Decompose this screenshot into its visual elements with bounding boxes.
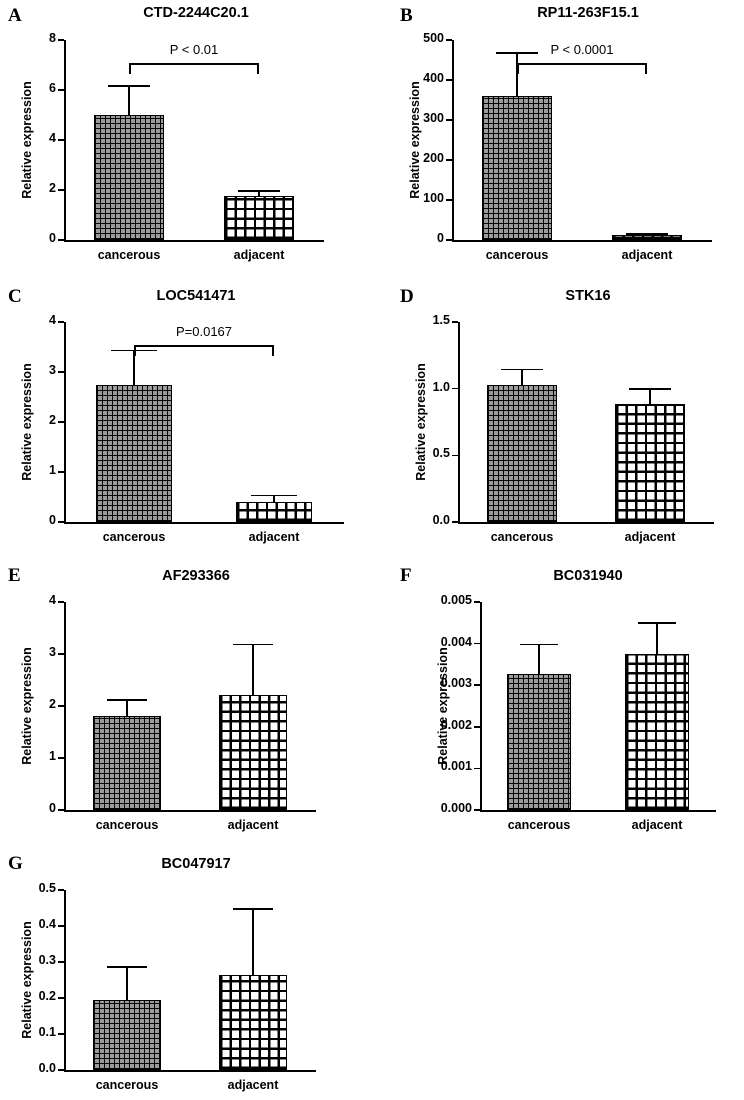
bar-C-1 — [236, 502, 312, 522]
p-value-label-A: P < 0.01 — [169, 42, 219, 57]
bar-D-0 — [487, 385, 556, 522]
y-tick-label-A-3: 6 — [49, 81, 56, 95]
error-cap-E-1 — [233, 644, 274, 646]
sig-tick-left-A — [129, 63, 131, 74]
x-axis-B — [452, 240, 712, 242]
y-tick-G-4 — [58, 925, 64, 927]
error-cap-A-1 — [238, 190, 280, 192]
y-tick-label-A-2: 4 — [49, 131, 56, 145]
x-axis-C — [64, 522, 344, 524]
y-tick-label-C-0: 0 — [49, 513, 56, 527]
y-tick-F-3 — [474, 684, 480, 686]
y-tick-label-D-3: 1.5 — [432, 313, 450, 327]
bar-A-0 — [94, 115, 164, 240]
y-axis-E — [64, 602, 66, 811]
error-bar-E-0 — [126, 699, 128, 716]
y-tick-E-4 — [58, 601, 64, 603]
y-tick-G-0 — [58, 1069, 64, 1071]
panel-letter-B: B — [400, 5, 413, 26]
y-axis-label-D: Relative expression — [414, 363, 428, 481]
panel-title-C: LOC541471 — [156, 288, 236, 304]
x-tick-label-B-0: cancerous — [485, 248, 549, 262]
y-tick-label-C-4: 4 — [49, 313, 56, 327]
y-axis-label-G: Relative expression — [20, 921, 34, 1039]
bar-C-0 — [96, 385, 172, 523]
error-bar-E-1 — [252, 644, 254, 695]
y-tick-label-F-4: 0.004 — [440, 634, 472, 649]
y-tick-F-5 — [474, 601, 480, 603]
y-tick-E-3 — [58, 653, 64, 655]
sig-line-B — [517, 63, 647, 65]
y-tick-A-2 — [58, 139, 64, 141]
y-axis-G — [64, 890, 66, 1071]
error-cap-B-1 — [626, 233, 668, 235]
sig-tick-left-B — [517, 63, 519, 74]
error-cap-A-0 — [108, 85, 150, 87]
error-cap-E-0 — [107, 699, 148, 701]
sig-tick-right-A — [257, 63, 259, 74]
x-tick-label-E-1: adjacent — [227, 818, 279, 832]
y-tick-A-1 — [58, 189, 64, 191]
y-tick-label-D-0: 0.0 — [432, 513, 450, 527]
bar-B-0 — [482, 96, 552, 240]
y-tick-label-A-1: 2 — [49, 181, 56, 195]
y-tick-A-0 — [58, 239, 64, 241]
y-tick-D-0 — [452, 521, 458, 523]
panel-title-E: AF293366 — [162, 568, 230, 584]
panel-title-F: BC031940 — [553, 568, 623, 584]
y-axis-label-F: Relative expression — [436, 647, 450, 765]
x-tick-label-E-0: cancerous — [95, 818, 159, 832]
panel-title-D: STK16 — [565, 288, 611, 304]
error-bar-B-0 — [516, 52, 518, 96]
y-axis-F — [480, 602, 482, 811]
y-tick-B-3 — [446, 119, 452, 121]
y-tick-A-4 — [58, 39, 64, 41]
sig-line-A — [129, 63, 259, 65]
bar-E-0 — [93, 716, 161, 810]
x-axis-G — [64, 1070, 316, 1072]
x-tick-label-A-0: cancerous — [97, 248, 161, 262]
bar-F-0 — [507, 674, 571, 810]
bar-G-0 — [93, 1000, 161, 1070]
y-tick-label-G-0: 0.0 — [38, 1061, 56, 1075]
error-bar-D-0 — [521, 369, 523, 385]
y-tick-E-0 — [58, 809, 64, 811]
y-tick-label-A-4: 8 — [49, 31, 56, 45]
error-cap-C-1 — [251, 495, 296, 497]
bar-G-1 — [219, 975, 287, 1070]
y-tick-label-G-4: 0.4 — [38, 917, 56, 931]
y-tick-D-2 — [452, 388, 458, 390]
y-tick-G-3 — [58, 961, 64, 963]
y-tick-D-1 — [452, 455, 458, 457]
y-tick-label-D-1: 0.5 — [432, 446, 450, 461]
sig-tick-left-C — [134, 345, 136, 356]
x-tick-label-F-0: cancerous — [507, 818, 571, 832]
y-tick-label-C-1: 1 — [49, 463, 56, 477]
y-tick-G-5 — [58, 889, 64, 891]
x-axis-A — [64, 240, 324, 242]
x-tick-label-C-1: adjacent — [248, 530, 300, 544]
error-bar-F-0 — [538, 644, 540, 674]
sig-line-C — [134, 345, 274, 347]
y-tick-label-C-3: 3 — [49, 363, 56, 377]
panel-letter-E: E — [8, 565, 21, 586]
sig-tick-right-B — [645, 63, 647, 74]
x-axis-D — [458, 522, 714, 524]
y-tick-label-B-2: 200 — [423, 151, 444, 165]
y-tick-label-E-2: 2 — [49, 697, 56, 711]
panel-letter-C: C — [8, 286, 22, 307]
y-tick-B-5 — [446, 39, 452, 41]
x-tick-label-D-1: adjacent — [624, 530, 676, 544]
x-tick-label-A-1: adjacent — [233, 248, 285, 262]
y-tick-label-E-1: 1 — [49, 749, 56, 763]
y-tick-label-F-5: 0.005 — [440, 593, 472, 607]
y-tick-G-2 — [58, 997, 64, 999]
error-cap-F-1 — [638, 622, 676, 624]
y-tick-label-D-2: 1.0 — [432, 379, 450, 394]
error-cap-G-1 — [233, 908, 274, 910]
panel-title-A: CTD-2244C20.1 — [143, 5, 249, 21]
y-tick-F-4 — [474, 643, 480, 645]
error-cap-D-1 — [629, 388, 670, 390]
panel-letter-D: D — [400, 286, 414, 307]
y-axis-label-B: Relative expression — [408, 81, 422, 199]
error-bar-F-1 — [656, 622, 658, 654]
panel-letter-A: A — [8, 5, 22, 26]
y-axis-label-C: Relative expression — [20, 363, 34, 481]
y-axis-label-A: Relative expression — [20, 81, 34, 199]
y-axis-label-E: Relative expression — [20, 647, 34, 765]
error-bar-G-1 — [252, 908, 254, 975]
sig-tick-right-C — [272, 345, 274, 356]
x-tick-label-G-1: adjacent — [227, 1078, 279, 1092]
y-tick-F-1 — [474, 768, 480, 770]
bar-D-1 — [615, 404, 684, 522]
panel-letter-G: G — [8, 853, 23, 874]
x-axis-E — [64, 810, 316, 812]
y-tick-label-E-0: 0 — [49, 801, 56, 815]
y-tick-label-G-2: 0.2 — [38, 989, 56, 1003]
y-axis-D — [458, 322, 460, 523]
panel-title-G: BC047917 — [161, 856, 231, 872]
panel-letter-F: F — [400, 565, 412, 586]
y-tick-label-F-1: 0.001 — [440, 759, 472, 774]
y-tick-A-3 — [58, 89, 64, 91]
bar-B-1 — [612, 235, 682, 240]
bar-E-1 — [219, 695, 287, 810]
y-tick-label-E-4: 4 — [49, 593, 56, 607]
y-tick-label-G-5: 0.5 — [38, 881, 56, 895]
y-tick-C-1 — [58, 471, 64, 473]
y-tick-label-B-3: 300 — [423, 111, 444, 125]
p-value-label-C: P=0.0167 — [175, 324, 233, 339]
y-tick-G-1 — [58, 1033, 64, 1035]
bar-F-1 — [625, 654, 689, 810]
y-tick-B-1 — [446, 199, 452, 201]
y-tick-label-F-3: 0.003 — [440, 676, 472, 691]
y-tick-E-1 — [58, 757, 64, 759]
x-tick-label-F-1: adjacent — [631, 818, 683, 832]
y-tick-B-0 — [446, 239, 452, 241]
bar-A-1 — [224, 196, 294, 240]
x-tick-label-G-0: cancerous — [95, 1078, 159, 1092]
y-tick-label-A-0: 0 — [49, 231, 56, 245]
y-tick-label-F-2: 0.002 — [440, 717, 472, 732]
x-tick-label-D-0: cancerous — [490, 530, 554, 544]
y-tick-label-E-3: 3 — [49, 645, 56, 659]
y-tick-C-3 — [58, 371, 64, 373]
error-bar-G-0 — [126, 966, 128, 999]
y-tick-label-B-5: 500 — [423, 31, 444, 45]
y-tick-B-4 — [446, 79, 452, 81]
x-tick-label-C-0: cancerous — [102, 530, 166, 544]
y-tick-label-G-3: 0.3 — [38, 953, 56, 967]
y-tick-C-2 — [58, 421, 64, 423]
y-axis-C — [64, 322, 66, 523]
y-axis-B — [452, 40, 454, 241]
y-tick-label-F-0: 0.000 — [440, 801, 472, 815]
panel-title-B: RP11-263F15.1 — [537, 5, 639, 21]
y-tick-label-B-4: 400 — [423, 71, 444, 85]
y-axis-A — [64, 40, 66, 241]
error-cap-D-0 — [501, 369, 542, 371]
x-axis-F — [480, 810, 716, 812]
error-bar-A-0 — [128, 85, 130, 115]
y-tick-E-2 — [58, 705, 64, 707]
error-cap-G-0 — [107, 966, 148, 968]
x-tick-label-B-1: adjacent — [621, 248, 673, 262]
y-tick-label-C-2: 2 — [49, 413, 56, 427]
y-tick-label-B-0: 0 — [437, 231, 444, 245]
y-tick-F-0 — [474, 809, 480, 811]
y-tick-C-0 — [58, 521, 64, 523]
y-tick-label-G-1: 0.1 — [38, 1025, 56, 1039]
y-tick-F-2 — [474, 726, 480, 728]
y-tick-D-3 — [452, 321, 458, 323]
y-tick-B-2 — [446, 159, 452, 161]
y-tick-label-B-1: 100 — [423, 191, 444, 205]
error-bar-D-1 — [649, 388, 651, 404]
error-cap-F-0 — [520, 644, 558, 646]
y-tick-C-4 — [58, 321, 64, 323]
p-value-label-B: P < 0.0001 — [550, 42, 614, 57]
